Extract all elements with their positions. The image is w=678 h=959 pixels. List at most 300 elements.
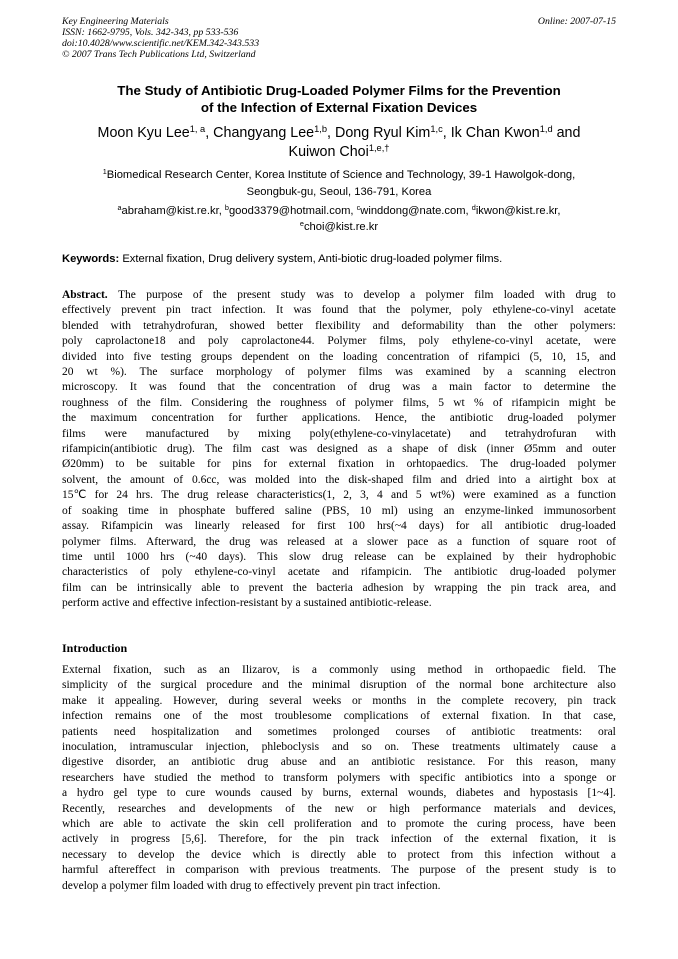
word: materials [493,802,537,815]
word: solvent, [62,473,99,486]
word: of [466,864,476,877]
word: of [458,350,469,363]
word: drug [187,489,209,502]
word: was [164,520,183,533]
word: [1~4]. [587,787,616,800]
journal-header [62,16,616,60]
word: track [593,694,616,707]
word: of [62,504,72,517]
word: to [522,381,532,394]
word: manufactured [145,427,209,440]
word: were [104,427,127,440]
email-mark: a [117,203,122,212]
word: hydrophobic [557,550,616,563]
word: The [423,566,442,579]
word: using [408,504,434,517]
word: poly [418,335,440,348]
word: days). [218,550,247,563]
word: able [201,581,221,594]
word: antibiotic [371,756,415,769]
word: for [207,458,221,471]
word: the [386,304,401,317]
word: track [535,581,559,594]
word: by [412,581,425,594]
word: [5,6]. [181,833,207,846]
word: are [99,818,114,831]
word: treatments [452,741,501,754]
word: the [136,679,151,692]
word: main [449,381,473,394]
word: infection-resistant [195,597,279,610]
word: the [246,381,261,394]
word: was [394,366,413,379]
author-name: Dong Ryul Kim [335,125,431,141]
word: with [595,427,616,440]
word: than [476,319,496,332]
word: antibiotic [504,520,549,533]
word: film [412,473,432,486]
email-address: ikwon@kist.re.kr [475,205,558,217]
word: film. [160,396,183,409]
introduction-line [62,740,616,755]
word: were [462,489,486,502]
author-affiliation-mark: 1,e,† [368,142,390,153]
word: square [538,535,569,548]
author-list [62,124,616,162]
word: pin [166,304,181,317]
word: effectively [62,304,111,317]
introduction-line [62,663,616,678]
word: % [473,396,484,409]
word: film [62,581,82,594]
word: explained [446,550,492,563]
word: antibiotic [454,566,498,579]
abstract-line [62,350,616,365]
word: active [102,597,130,610]
word: drug-loaded [510,458,566,471]
word: and [132,597,150,610]
word: hydro [76,787,104,800]
word: a [507,366,513,379]
word: polymers: [569,319,616,332]
word: the [325,473,340,486]
word: hrs. [136,489,153,502]
word: film [232,443,252,456]
word: previous [280,864,320,877]
word: and [319,756,336,769]
introduction-body [62,663,616,894]
keywords-label: Keywords: [62,253,120,265]
word: rifampicin [511,396,560,409]
word: 20 [62,366,74,379]
word: new [334,802,354,815]
word: to [387,818,397,831]
word: develop [363,289,400,301]
word: the [292,581,307,594]
word: with [110,319,131,332]
word: to [117,848,127,861]
word: Therefore, [218,833,267,846]
word: The [204,443,223,456]
word: characteristics [62,566,128,579]
word: the [319,350,334,363]
word: the [464,833,479,846]
word: wrapping [434,581,478,594]
word: polymer [354,396,394,409]
word: infection [390,833,432,846]
word: showed [229,319,265,332]
word: by [281,597,293,610]
affiliation-mark: 1 [102,167,107,176]
author-affiliation-mark: 1, a [189,123,206,134]
word: released [241,520,280,533]
word: drug [369,381,391,394]
word: buffered [235,504,275,517]
word: researches [117,802,166,815]
author-name: Kuiwon Choi [288,144,369,160]
word: to [230,581,240,594]
word: by [483,366,495,379]
word: (inner [486,443,515,456]
word: External [62,664,101,676]
word: rifampicin. [360,566,412,579]
introduction-line [62,786,616,801]
journal-issn: ISSN: 1662-9795, Vols. 342-343, pp 533-536 [62,27,239,38]
abstract-line [62,365,616,380]
word: pace [407,535,429,548]
introduction-line [62,832,616,847]
word: in [474,664,484,676]
word: films, [402,396,429,409]
word: hypostasis [529,787,578,800]
word: directly [310,848,346,861]
word: a [295,597,301,610]
word: pin [510,581,526,594]
word: several [269,694,302,707]
word: abuse [280,756,307,769]
word: pin [567,694,583,707]
word: such [163,664,186,676]
word: present [510,864,544,877]
word: at [607,473,616,486]
word: disk-shaped [348,473,404,486]
word: bone [501,679,524,692]
word: Considering [191,396,248,409]
word: minimal [312,679,351,692]
word: drug [575,289,597,301]
word: amount [130,473,165,486]
word: further [256,412,288,425]
word: the [307,802,322,815]
word: many [590,756,616,769]
word: by [502,550,515,563]
word: tetrahydrofuran [505,427,577,440]
word: and [331,741,349,754]
word: by [301,787,314,800]
word: the [256,396,271,409]
word: polymer [307,366,346,379]
word: of [336,396,346,409]
word: the [107,473,122,486]
word: cure [185,787,206,800]
word: activate [170,818,207,831]
word: slower [367,535,398,548]
word: a [387,443,393,456]
word: field. [561,664,586,676]
word: intrinsically [136,581,192,594]
word: a [610,741,616,754]
word: groups [200,350,233,363]
word: of [117,396,128,409]
journal-doi: doi:10.4028/www.scientific.net/KEM.342-343.533 [62,38,260,49]
word: to [607,864,616,877]
word: digestive [62,756,104,769]
word: most [240,710,263,723]
word: method [427,664,463,676]
word: to [151,818,161,831]
word: that [358,304,376,317]
word: the [421,412,436,425]
word: poly [207,335,229,348]
abstract-line [62,473,616,488]
abstract [62,288,616,612]
word: antibiotic [449,412,494,425]
word: tract [373,879,394,892]
introduction-line [62,755,616,770]
introduction-line [62,709,616,724]
email-separator: , [557,205,561,217]
word: flexibility [315,319,361,332]
word: (5, [529,350,543,363]
word: wt [86,366,98,379]
word: to [254,879,264,892]
word: infection. [221,304,266,317]
introduction-line [62,725,616,740]
word: caprolactone18 [95,335,166,348]
word: infection. [396,879,441,892]
email-address: winddong@nate.com [360,205,466,217]
word: 100 [347,520,365,533]
word: loaded [503,289,535,301]
word: infection [512,848,554,861]
word: external [490,833,528,846]
word: The [117,289,136,301]
word: in [159,504,169,517]
word: suitable [159,458,196,471]
word: time [128,504,149,517]
title-line: The Study of Antibiotic Drug-Loaded Polymer Films for the Prevention [117,83,561,98]
word: commonly [329,664,379,676]
word: courses [395,725,430,738]
word: wt%) [429,489,455,502]
word: drug-loaded [507,412,564,425]
word: drug). [167,443,195,456]
email-separator: , [218,205,225,217]
word: poly [62,335,83,348]
word: from [450,848,474,861]
word: molded [255,473,290,486]
word: rifampicin(antibiotic [62,443,158,456]
word: tetrahydrofuran, [143,319,218,332]
word: 1000 [126,550,150,563]
word: ethylene-co-vinyl [451,335,534,348]
word: cell [267,818,285,831]
word: intramuscular [129,741,193,754]
word: and [178,802,196,815]
word: this [484,848,502,861]
word: prevent [248,581,284,594]
word: be [116,581,128,594]
word: of [140,566,150,579]
word: slow [289,550,311,563]
word: track [356,833,379,846]
word: purpose [146,289,183,301]
word: release [354,550,387,563]
word: devices, [578,802,616,815]
word: diabetes [456,787,494,800]
word: rifampici [477,350,521,363]
word: and [262,679,279,692]
word: aftereffect [108,864,156,877]
word: by [227,427,240,440]
word: films [62,427,86,440]
word: is [291,848,300,861]
word: the [303,833,318,846]
word: can [90,581,107,594]
author-separator: and [552,125,581,141]
word: This [257,550,278,563]
word: make [62,694,87,707]
word: with [544,289,566,301]
word: pins [232,458,252,471]
word: for [94,489,109,502]
journal-copyright: © 2007 Trans Tech Publications Ltd, Switzerland [62,49,256,60]
word: acetate [287,566,320,579]
word: The [161,489,180,502]
word: For [487,756,504,769]
word: with [206,879,228,892]
word: cause [572,741,599,754]
word: of [443,833,454,846]
word: perform [62,597,100,610]
word: of [192,289,203,301]
word: first [317,520,336,533]
introduction-line [62,678,616,693]
abstract-line [62,442,616,457]
word: and [391,489,408,502]
word: during [228,694,259,707]
word: or [606,771,616,784]
word: protect [407,848,440,861]
word: It [275,304,284,317]
word: drug [247,756,269,769]
abstract-line [62,550,616,565]
word: to [166,787,176,800]
word: films [358,366,383,379]
word: was [315,289,334,301]
word: testing [160,350,192,363]
author-name: Ik Chan Kwon [450,125,540,141]
word: have [562,818,585,831]
word: comparison [185,864,239,877]
word: film [150,879,171,892]
word: concentration [272,381,336,394]
word: electron [578,366,616,379]
word: complications [343,710,409,723]
word: microscopy. [62,381,118,394]
journal-name: Key Engineering Materials [62,16,169,27]
word: to [115,458,125,471]
word: for [455,520,470,533]
word: their [525,550,547,563]
word: which [252,848,281,861]
word: disk [457,443,477,456]
word: dependent [241,350,289,363]
word: and [469,427,487,440]
word: prevent [318,879,353,892]
word: maximum [90,412,138,425]
word: The [391,864,409,877]
word: studied [154,771,188,784]
word: roughness [62,396,109,409]
word: 24 [116,489,128,502]
word: as [546,489,557,502]
word: develop [62,879,99,892]
word: 4 [377,489,383,502]
word: with [389,771,411,784]
word: effectively [266,879,316,892]
word: and [549,802,566,815]
word: found [178,381,206,394]
word: of [492,396,503,409]
word: scanning [525,366,567,379]
word: 3, [360,489,369,502]
word: or [366,802,377,815]
word: examined [425,366,471,379]
word: dried [465,473,490,486]
word: external [288,458,326,471]
word: a [432,381,438,394]
word: films, [379,335,406,348]
word: poly [161,566,183,579]
word: external [442,710,480,723]
word: so [361,741,372,754]
word: wounds, [407,787,447,800]
word: wt [453,396,465,409]
word: phosphate [178,504,226,517]
word: into [105,350,124,363]
word: characteristics(1, [256,489,336,502]
word: as [197,664,207,676]
word: without [564,848,600,861]
author-separator: , [442,125,451,141]
word: and [440,473,457,486]
word: pin [355,879,371,892]
word: actively [62,833,99,846]
author-line [62,124,616,143]
word: of [117,679,128,692]
abstract-line [62,457,616,472]
word: surgical [160,679,197,692]
word: to [264,771,274,784]
word: method [220,771,256,784]
keywords-text: External fixation, Drug delivery system, Anti-biotic drug-loaded polymer films. [122,253,503,265]
word: into [298,473,317,486]
word: the [212,289,227,301]
word: ultimately [512,741,560,754]
word: or [352,694,362,707]
word: is [589,864,597,877]
